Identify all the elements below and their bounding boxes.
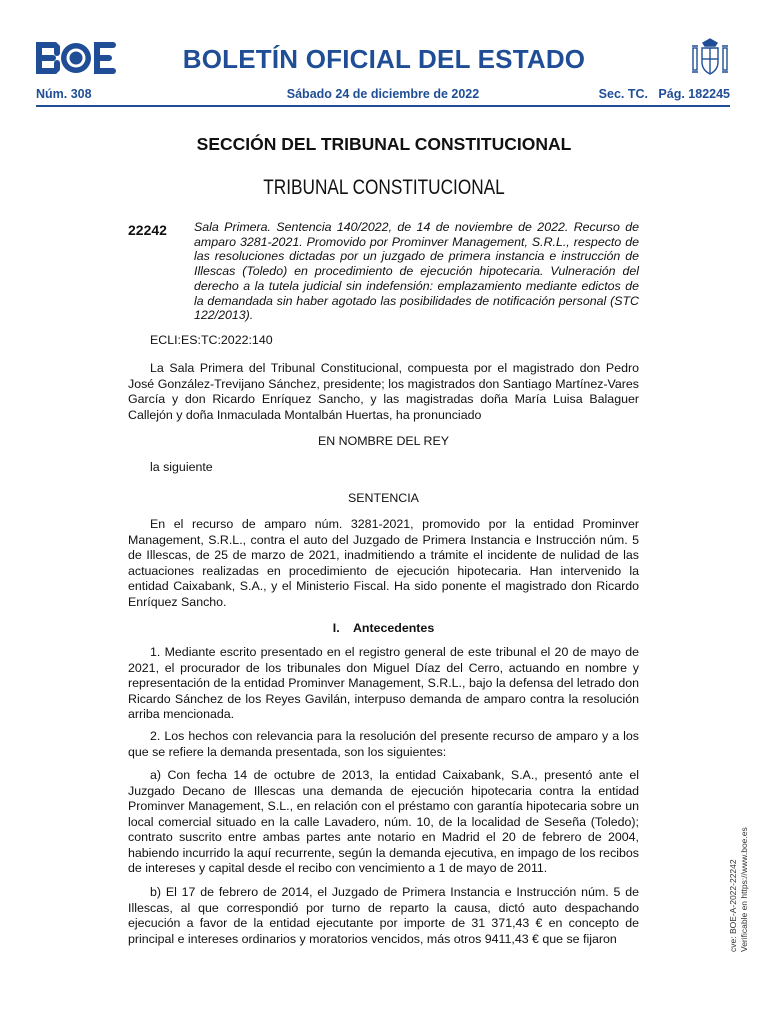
sentencia-heading: SENTENCIA xyxy=(348,491,419,505)
header-rule xyxy=(36,105,730,107)
gazette-meta xyxy=(36,87,730,103)
document-number: 22242 xyxy=(128,222,167,238)
paragraph-a: a) Con fecha 14 de octubre de 2013, la entidad Caixabank, S.A., presentó ante el Juzgado Decano de Illescas una demanda de ejecución hipotecaria contra la entidad Prominver Management, S.L., en relación con el préstamo con garantía hipotecaria sobre un local comercial situado en la calle Lavadero, núm. 10, de la localidad de Seseña (Toledo); contrato suscrito entre ambas partes ante notario en Madrid el 20 de febrero de 2004, habiendo incurrido la aquí recurrente, según la demanda ejecutiva, en impago de los recibos de intereses y capital desde el recibo con vencimiento a 1 de mayo de 2011. xyxy=(128,768,639,875)
section-title: SECCIÓN DEL TRIBUNAL CONSTITUCIONAL xyxy=(196,134,572,154)
paragraph-1: 1. Mediante escrito presentado en el registro general de este tribunal el 20 de mayo de 2021, el procurador de los tribunales don Miguel Díaz del Cerro, actuando en nombre y representación de la entidad Prominver Management, S.R.L., bajo la defensa del letrado don Ricardo Sánchez de los Reyes Gavilán, interpuso demanda de amparo contra la resolución arriba mencionada. xyxy=(128,645,639,721)
cve-code: cve: BOE-A-2022-22242 xyxy=(728,859,738,952)
la-siguiente-text: la siguiente xyxy=(150,460,213,474)
paragraph-2: 2. Los hechos con relevancia para la resolución del presente recurso de amparo y a los que se refiere la demanda presentada, son los siguientes: xyxy=(128,729,639,759)
antecedentes-heading: I. Antecedentes xyxy=(332,621,435,635)
boe-logo xyxy=(36,42,116,74)
recurso-paragraph: En el recurso de amparo núm. 3281-2021, promovido por la entidad Prominver Management, S.R.L., contra el auto del Juzgado de Primera Instancia e Instrucción núm. 5 de Illescas, de 25 de marzo de 2021, inadmitiendo a trámite el incidente de nulidad de las actuaciones realizadas en procedimiento de ejecución hipotecaria. Han intervenido la entidad Caixabank, S.A., y el Ministerio Fiscal. Ha sido ponente el magistrado don Ricardo Enríquez Sancho. xyxy=(128,517,639,609)
paragraph-b: b) El 17 de febrero de 2014, el Juzgado de Primera Instancia e Instrucción núm. 5 de Illescas, al que correspondió por turno de reparto la causa, dictó auto despachando ejecución a favor de la entidad ejecutante por importe de 31 371,43 € en concepto de principal e intereses ordinarios y moratorios vencidos, más otros 9411,43 € que se fijaron xyxy=(128,885,639,946)
verify-link[interactable]: Verificable en https://www.boe.es xyxy=(739,827,749,952)
in-the-name-heading: EN NOMBRE DEL REY xyxy=(317,434,450,448)
section-page: Sec. TC. Pág. 182245 xyxy=(598,87,730,101)
document-summary: Sala Primera. Sentencia 140/2022, de 14 de noviembre de 2022. Recurso de amparo 3281-2021. Promovido por Prominver Management, S.R.L., respecto de las resoluciones dictadas por un juzgado de primera instancia e instrucción de Illescas (Toledo) en procedimiento de ejecución hipotecaria. Vulneración del derecho a la tutela judicial sin indefensión: emplazamiento mediante edictos de la demandada sin haber agotado las posibilidades de notificación personal (STC 122/2013). xyxy=(194,220,639,323)
organization-title: TRIBUNAL CONSTITUCIONAL xyxy=(263,176,505,199)
ecli-identifier: ECLI:ES:TC:2022:140 xyxy=(150,333,273,347)
issue-number: Núm. 308 xyxy=(36,87,92,101)
gazette-title: BOLETÍN OFICIAL DEL ESTADO xyxy=(182,44,586,74)
side-verification xyxy=(728,820,752,952)
issue-date: Sábado 24 de diciembre de 2022 xyxy=(286,87,480,101)
coat-of-arms-icon xyxy=(688,36,732,80)
intro-paragraph: La Sala Primera del Tribunal Constitucional, compuesta por el magistrado don Pedro José González-Trevijano Sánchez, presidente; los magistrados don Santiago Martínez-Vares García y don Ricardo Enríquez Sancho, y las magistradas doña María Luisa Balaguer Callejón y doña Inmaculada Montalbán Huertas, ha pronunciado xyxy=(128,361,639,422)
